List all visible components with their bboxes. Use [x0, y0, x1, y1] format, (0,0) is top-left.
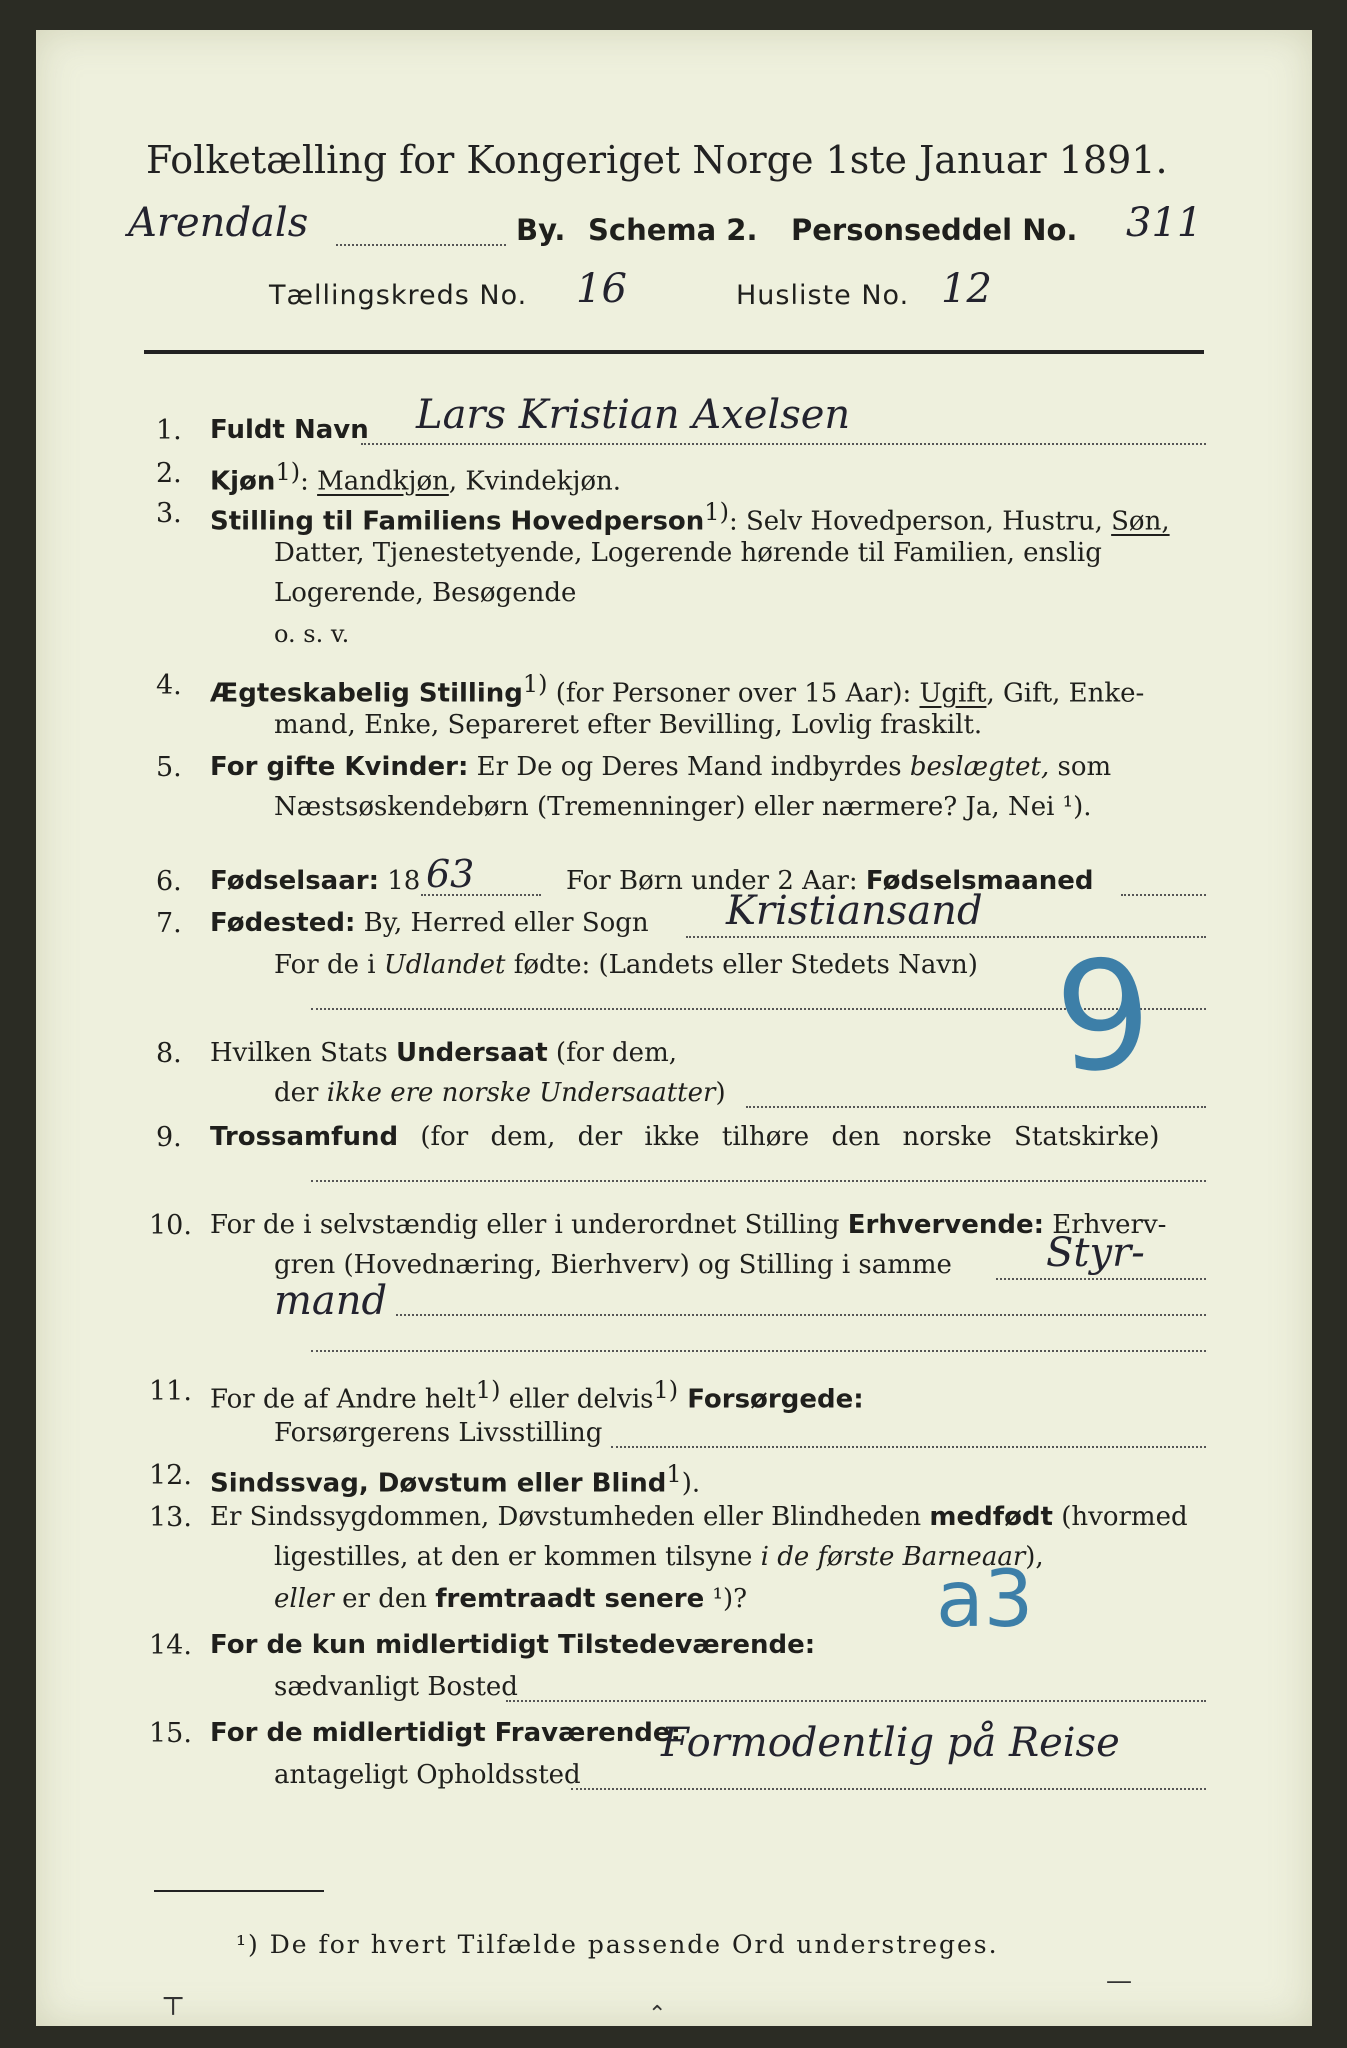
q15-label: For de midlertidigt Fraværende: — [210, 1718, 681, 1748]
item-number: 8. — [156, 1038, 182, 1069]
q11-line1 — [210, 1376, 864, 1415]
q1-answer-name: Lars Kristian Axelsen — [416, 392, 851, 438]
q5-line2: Næstsøskendebørn (Tremenninger) eller nærmere? Ja, Nei ¹). — [274, 792, 1092, 822]
item-number: 12. — [149, 1460, 192, 1491]
item-number: 14. — [149, 1630, 192, 1661]
item-number: 5. — [156, 752, 182, 783]
q13-text-italic: i de første Barneaar — [760, 1542, 1026, 1572]
q11-text: For de af Andre helt — [210, 1384, 476, 1415]
census-form-page — [36, 30, 1312, 2026]
q4-option-ugift-underlined: Ugift — [919, 678, 987, 709]
q2-sep: : — [300, 466, 318, 497]
q10-text: Erhverv- — [1044, 1210, 1167, 1240]
q5-label: For gifte Kvinder: — [210, 752, 469, 782]
footnote-marker: 1) — [653, 1376, 679, 1404]
item-number: 10. — [149, 1210, 192, 1241]
q6-year-prefix: 18 — [379, 866, 421, 896]
q13-text: er den — [333, 1584, 436, 1614]
q9-label: Trossamfund — [210, 1122, 399, 1152]
q12-label: Sindssvag, Døvstum eller Blind — [210, 1468, 667, 1499]
item-number: 15. — [149, 1718, 192, 1749]
blue-annotation-a3: a3 — [936, 1555, 1034, 1645]
q8-text: der — [274, 1078, 327, 1108]
q8-text: ) — [715, 1078, 726, 1108]
q7-answer-birthplace: Kristiansand — [726, 888, 983, 934]
q7-text: For de i — [274, 950, 384, 980]
personseddel-number: 311 — [1126, 200, 1203, 246]
footnote-text: ¹) De for hvert Tilfælde passende Ord understreges. — [236, 1930, 999, 1959]
q13-text: Er Sindssygdommen, Døvstumheden eller Blindheden — [210, 1502, 930, 1532]
by-label: By. — [516, 213, 566, 247]
item-number: 1. — [156, 415, 182, 446]
q15-line2: antageligt Opholdssted — [274, 1760, 581, 1790]
q6-label2: Fødselsmaaned — [865, 866, 1094, 896]
q15-answer-whereabouts: Formodentlig på Reise — [661, 1720, 1120, 1766]
stray-mark: ⌃ — [648, 2002, 667, 2027]
item-number: 11. — [149, 1376, 192, 1407]
q13-text: ligestilles, at den er kommen tilsyne — [274, 1542, 761, 1572]
q10-label: Erhvervende: — [847, 1210, 1045, 1240]
q13-line3 — [274, 1584, 747, 1614]
q5-text: som — [1049, 752, 1112, 782]
q5-line1 — [210, 752, 1111, 782]
footnote-marker: 1) — [475, 1376, 501, 1404]
q13-text: (hvormed — [1052, 1502, 1188, 1532]
item-number: 7. — [156, 908, 182, 939]
item-number: 3. — [156, 498, 182, 529]
q11-label: Forsørgede: — [678, 1384, 864, 1415]
form-title: Folketælling for Kongeriget Norge 1ste Januar 1891. — [146, 138, 1168, 182]
item-number: 9. — [156, 1122, 182, 1153]
q3-line1 — [210, 498, 1170, 537]
husliste-number: 12 — [941, 266, 992, 312]
q8-label: Undersaat — [395, 1038, 548, 1068]
q1-label: Fuldt Navn — [210, 415, 369, 445]
q9-line — [210, 1122, 1159, 1152]
q3-label: Stilling til Familiens Hovedperson — [210, 506, 705, 537]
q2-label: Kjøn — [210, 466, 276, 497]
q7-udlandet: Udlandet — [383, 950, 506, 980]
q4-line2: mand, Enke, Separeret efter Bevilling, Lovlig fraskilt. — [274, 710, 983, 740]
q13-text-italic: eller — [274, 1584, 334, 1614]
q8-text-italic: ikke ere norske Undersaatter — [326, 1078, 716, 1108]
q14-line2: sædvanligt Bosted — [274, 1672, 518, 1702]
stray-mark: — — [1106, 1966, 1132, 1996]
q2-line — [210, 458, 621, 497]
stray-mark: ⊤ — [161, 1992, 186, 2022]
q8-text: Hvilken Stats — [210, 1038, 396, 1068]
q11-line2: Forsørgerens Livsstilling — [274, 1418, 603, 1448]
item-number: 4. — [156, 670, 182, 701]
q6-label: Fødselsaar: — [210, 866, 379, 896]
q13-text: ¹)? — [704, 1584, 748, 1614]
q4-text: , Gift, Enke- — [986, 678, 1145, 709]
item-number: 2. — [156, 458, 182, 489]
q8-text: (for dem, — [547, 1038, 677, 1068]
q10-line1 — [210, 1210, 1166, 1240]
q3-line4: o. s. v. — [274, 620, 350, 648]
schema-label: Schema 2. — [588, 213, 758, 247]
q13-line2 — [274, 1542, 1044, 1572]
q6-year-answer: 63 — [426, 852, 475, 896]
q3-line3: Logerende, Besøgende — [274, 578, 577, 608]
kreds-number: 16 — [576, 266, 627, 312]
q7-text: fødte: (Landets eller Stedets Navn) — [505, 950, 978, 980]
personseddel-label: Personseddel No. — [791, 213, 1078, 247]
q7-text: By, Herred eller Sogn — [355, 908, 649, 938]
q7-line2 — [274, 950, 978, 980]
blue-annotation-9: 9 — [1050, 926, 1158, 1108]
q12-text: ). — [681, 1468, 701, 1499]
q11-text: eller delvis — [500, 1384, 654, 1415]
q4-label: Ægteskabelig Stilling — [210, 678, 523, 709]
q6-text: For Børn under 2 Aar: — [566, 866, 866, 896]
q6-line — [210, 866, 420, 896]
footnote-marker: 1) — [275, 458, 301, 486]
husliste-label: Husliste No. — [736, 280, 910, 311]
footnote-marker: 1) — [522, 670, 548, 698]
q3-options: : Selv Hovedperson, Hustru, — [728, 506, 1112, 537]
q8-line1 — [210, 1038, 677, 1068]
q4-text: (for Personer over 15 Aar): — [547, 678, 920, 709]
q8-line2 — [274, 1078, 726, 1108]
q12-line — [210, 1460, 700, 1499]
q13-line1 — [210, 1502, 1188, 1532]
q9-text: (for dem, der ikke tilhøre den norske Statskirke) — [398, 1122, 1160, 1152]
city-handwritten: Arendals — [128, 200, 309, 246]
q4-line1 — [210, 670, 1144, 709]
q7-label: Fødested: — [210, 908, 356, 938]
q13-label: medfødt — [929, 1502, 1053, 1532]
item-number: 13. — [149, 1502, 192, 1533]
q10-line2: gren (Hovednæring, Bierhverv) og Stilling i samme — [274, 1250, 952, 1280]
q3-option-son-underlined: Søn, — [1111, 506, 1170, 537]
q5-text: Er De og Deres Mand indbyrdes — [468, 752, 910, 782]
q2-option-mandkjon-underlined: Mandkjøn — [317, 466, 449, 497]
q2-option-kvindekjon: , Kvindekjøn. — [448, 466, 622, 497]
header-divider — [144, 350, 1204, 354]
footnote-marker: 1) — [704, 498, 729, 526]
kreds-label: Tællingskreds No. — [269, 280, 528, 311]
q10-text: For de i selvstændig eller i underordnet Stilling — [210, 1210, 848, 1240]
footnote-marker: 1 — [666, 1460, 682, 1488]
q13-label2: fremtraadt senere — [435, 1584, 705, 1614]
item-number: 6. — [156, 866, 182, 897]
q13-text: ), — [1025, 1542, 1044, 1572]
q10-answer-part2: mand — [274, 1278, 388, 1324]
q7-line1 — [210, 908, 649, 938]
q14-label: For de kun midlertidigt Tilstedeværende: — [210, 1630, 816, 1660]
q10-answer-part1: Styr- — [1046, 1230, 1145, 1276]
q5-beslaegtet: beslægtet, — [909, 752, 1050, 782]
footnote-divider — [154, 1890, 324, 1892]
q3-line2: Datter, Tjenestetyende, Logerende hørende til Familien, enslig — [274, 538, 1102, 568]
